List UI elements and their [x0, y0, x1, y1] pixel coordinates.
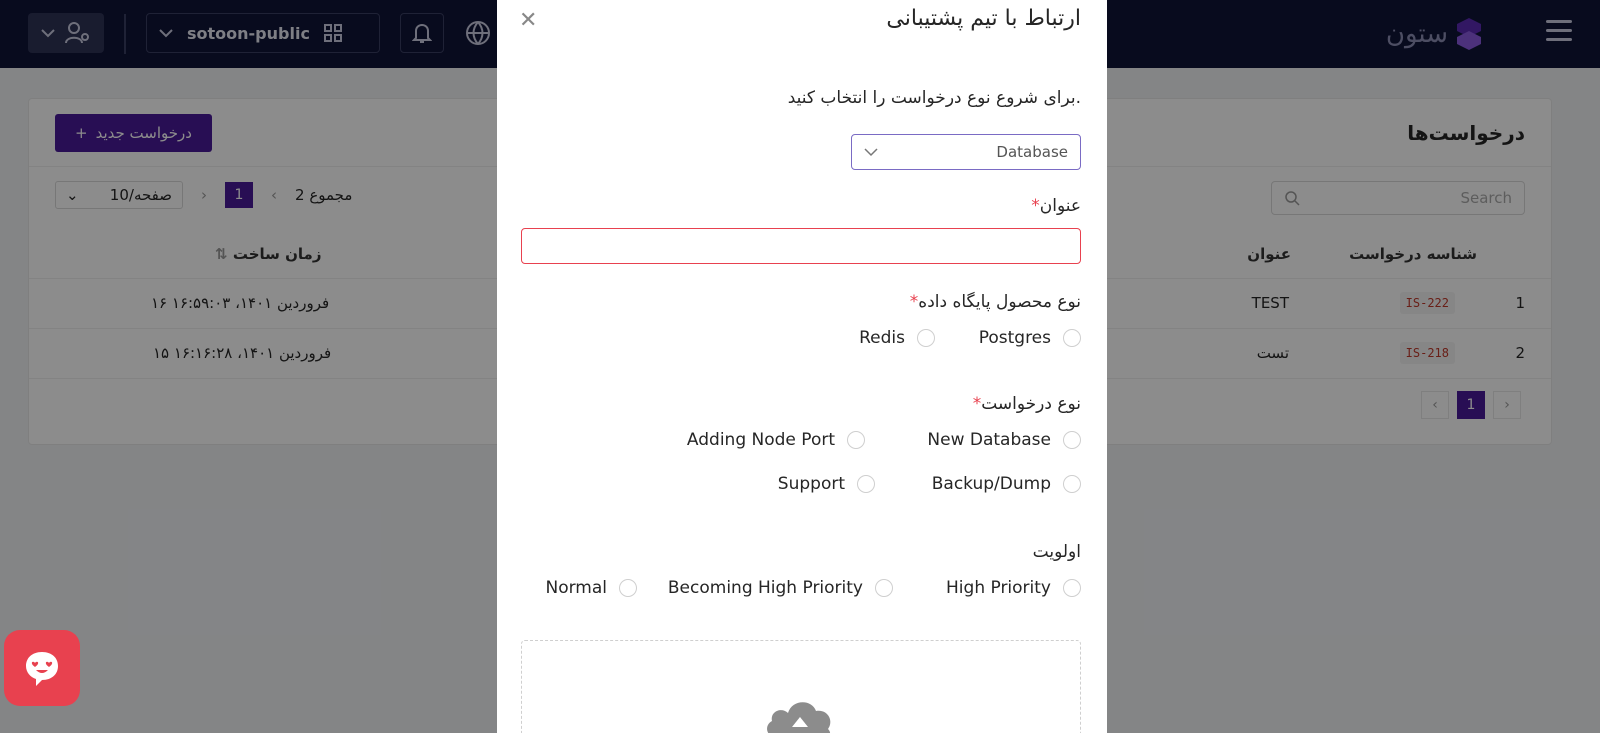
prev-page-button[interactable]: ‹ [271, 186, 277, 204]
modal-title: ارتباط با تیم پشتیبانی [886, 6, 1081, 31]
required-mark: * [972, 394, 982, 414]
radio-label: Backup/Dump [931, 474, 1051, 494]
cloud-upload-icon [762, 697, 838, 733]
radio-circle[interactable] [857, 475, 875, 493]
radio-normal[interactable] [545, 578, 637, 598]
request-title: TEST [1251, 294, 1289, 312]
page-title: درخواست‌ها [1407, 120, 1525, 145]
radio-label: Postgres [978, 328, 1051, 348]
page-size-value: 10/صفحه [109, 186, 172, 204]
search-placeholder: Search [1460, 189, 1512, 207]
radio-circle[interactable] [875, 579, 893, 597]
radio-redis[interactable] [859, 328, 935, 348]
radio-label: Adding Node Port [686, 430, 835, 450]
support-modal [497, 0, 1107, 733]
prev-page-button[interactable]: › [1493, 391, 1521, 419]
request-category-value: Database [996, 143, 1068, 161]
priority-label: اولویت [1032, 542, 1081, 562]
column-header-created-label: زمان ساخت [232, 245, 322, 263]
request-id[interactable]: IS-222 [1400, 292, 1455, 314]
request-id[interactable]: IS-218 [1400, 342, 1455, 364]
radio-label: High Priority [946, 578, 1051, 598]
radio-circle[interactable] [847, 431, 865, 449]
product-label-text: نوع محصول پایگاه داده [918, 292, 1081, 312]
radio-support[interactable] [778, 474, 875, 494]
plus-icon: + [75, 123, 88, 142]
request-created: ۱۶ فروردین ۱۴۰۱، ۱۶:۵۹:۰۳ [151, 294, 330, 312]
next-page-button[interactable]: ‹ [1421, 391, 1449, 419]
row-index: 2 [1515, 344, 1525, 362]
request-type-label-text: نوع درخواست [981, 394, 1081, 414]
column-header-id[interactable]: شناسه درخواست [1349, 245, 1477, 263]
chat-icon [22, 648, 62, 688]
product-label [906, 292, 1081, 312]
request-title: تست [1256, 344, 1289, 362]
radio-circle[interactable] [1063, 475, 1081, 493]
radio-circle[interactable] [1063, 579, 1081, 597]
radio-circle[interactable] [1063, 329, 1081, 347]
close-icon[interactable]: ✕ [519, 8, 538, 33]
request-created: ۱۵ فروردین ۱۴۰۱، ۱۶:۱۶:۲۸ [153, 344, 332, 362]
current-page-button[interactable]: 1 [225, 182, 253, 208]
radio-label: Becoming High Priority [667, 578, 863, 598]
radio-adding-node-port[interactable] [687, 430, 865, 450]
logo-text: ستون [1385, 19, 1448, 49]
current-page-button[interactable]: 1 [1457, 391, 1485, 419]
radio-postgres[interactable] [979, 328, 1081, 348]
support-chat-button[interactable] [4, 630, 80, 706]
required-mark: * [1031, 196, 1040, 216]
radio-circle[interactable] [619, 579, 637, 597]
radio-backup-dump[interactable] [932, 474, 1081, 494]
radio-circle[interactable] [917, 329, 935, 347]
radio-circle[interactable] [1063, 431, 1081, 449]
chevron-down-icon: ⌄ [66, 186, 79, 204]
radio-label: Normal [545, 578, 607, 598]
radio-becoming-high-priority[interactable] [668, 578, 893, 598]
request-type-label [969, 394, 1081, 414]
required-mark: * [909, 292, 919, 312]
modal-intro: برای شروع نوع درخواست را انتخاب کنید. [787, 88, 1081, 108]
next-page-button[interactable]: › [201, 186, 207, 204]
row-index: 1 [1515, 294, 1525, 312]
radio-label: New Database [927, 430, 1051, 450]
radio-label: Support [777, 474, 845, 494]
title-input[interactable] [521, 228, 1081, 264]
new-request-label: درخواست جدید [95, 123, 192, 142]
request-category-select[interactable] [851, 134, 1081, 170]
chevron-down-icon [864, 147, 878, 157]
column-header-title[interactable]: عنوان [1247, 245, 1291, 263]
radio-label: Redis [859, 328, 905, 348]
file-upload-dropzone[interactable] [521, 640, 1081, 733]
project-name: sotoon-public [187, 23, 310, 43]
title-label [1027, 196, 1081, 216]
radio-new-database[interactable] [927, 430, 1081, 450]
radio-high-priority[interactable] [946, 578, 1081, 598]
sort-icon[interactable]: ⇅ [215, 245, 228, 263]
total-count: مجموع 2 [295, 186, 353, 204]
title-label-text: عنوان [1039, 196, 1081, 216]
